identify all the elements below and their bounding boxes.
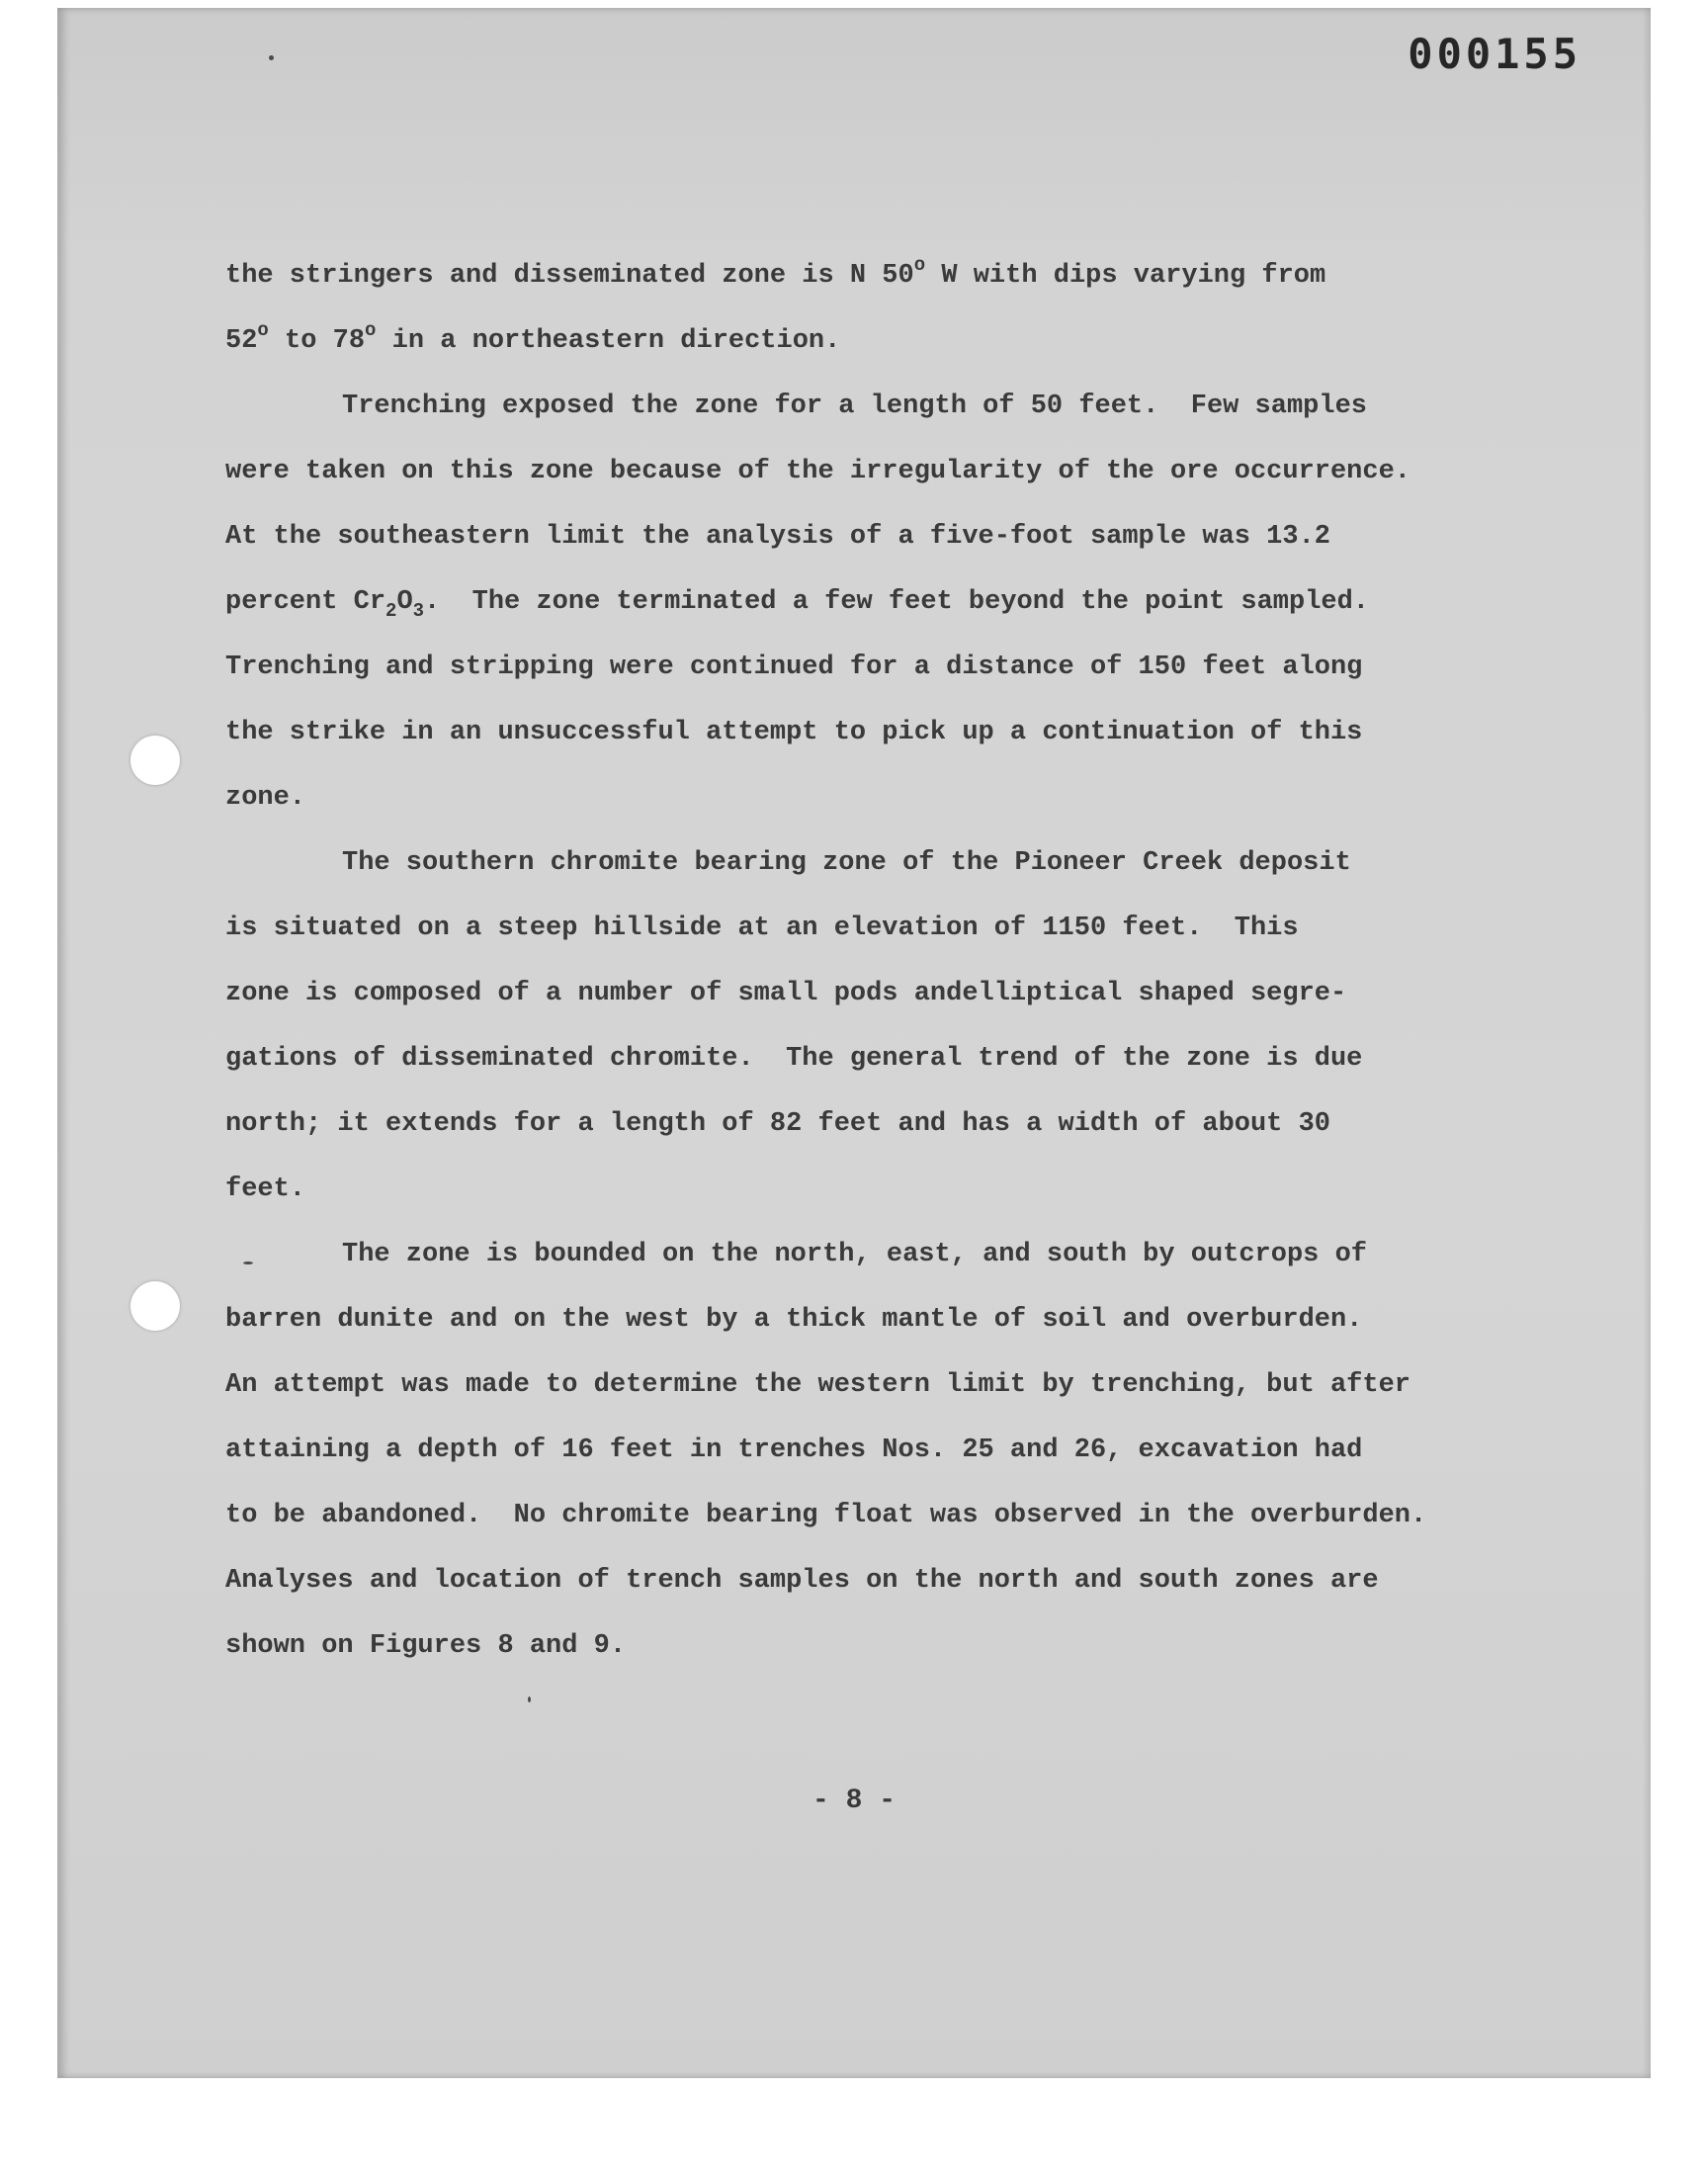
text-line: barren dunite and on the west by a thick mantle of soil and overburden.	[225, 1305, 1363, 1335]
degree-symbol: o	[257, 319, 269, 341]
text-line: zone is composed of a number of small pods andelliptical shaped segre-	[225, 979, 1347, 1008]
text-line: Trenching exposed the zone for a length of 50 feet. Few samples	[342, 392, 1367, 421]
text-line: At the southeastern limit the analysis of a five-foot sample was 13.2	[225, 522, 1330, 552]
punch-hole-top	[130, 736, 180, 785]
paragraph-3	[225, 830, 1530, 1222]
body-text	[225, 243, 1530, 1679]
text-line: the strike in an unsuccessful attempt to pick up a continuation of this	[225, 718, 1363, 747]
text-line: attaining a depth of 16 feet in trenches Nos. 25 and 26, excavation had	[225, 1436, 1363, 1465]
text-line: The southern chromite bearing zone of the Pioneer Creek deposit	[342, 848, 1351, 878]
text-line: The zone is bounded on the north, east, and south by outcrops of	[342, 1240, 1367, 1269]
text-line: north; it extends for a length of 82 feet and has a width of about 30	[225, 1109, 1330, 1139]
text-line: is situated on a steep hillside at an elevation of 1150 feet. This	[225, 914, 1299, 943]
subscript: 2	[385, 600, 397, 622]
ink-speck	[269, 55, 274, 60]
page-number: - 8 -	[811, 1785, 896, 1816]
text-line: shown on Figures 8 and 9.	[225, 1631, 627, 1661]
text-line: feet.	[225, 1174, 306, 1204]
text-line: Trenching and stripping were continued for a distance of 150 feet along	[225, 652, 1363, 682]
text-line: gations of disseminated chromite. The general trend of the zone is due	[225, 1044, 1363, 1074]
paragraph-2	[225, 374, 1530, 830]
subscript: 3	[412, 600, 425, 622]
text-line: the stringers and disseminated zone is N 50$^o$ W with dips varying from	[225, 254, 1326, 291]
ink-speck	[528, 1696, 531, 1702]
text-line: to be abandoned. No chromite bearing float was observed in the overburden.	[225, 1501, 1427, 1530]
text-line: zone.	[225, 783, 306, 813]
text-line: percent $Cr_2O_3$. The zone terminated a few feet beyond the point sampled.	[225, 587, 1370, 622]
punch-hole-bottom	[130, 1281, 180, 1331]
text-line: Analyses and location of trench samples on the north and south zones are	[225, 1566, 1379, 1596]
text-line: were taken on this zone because of the irregularity of the ore occurrence.	[225, 457, 1410, 486]
text-line: 52$^o$ to 78$^o$ in a northeastern direction.	[225, 319, 841, 356]
paragraph-1	[225, 243, 1530, 374]
degree-symbol: o	[913, 254, 926, 276]
degree-symbol: o	[365, 319, 377, 341]
text-line: An attempt was made to determine the western limit by trenching, but after	[225, 1370, 1410, 1400]
document-number: 000155	[1408, 30, 1581, 78]
paragraph-4	[225, 1222, 1530, 1679]
